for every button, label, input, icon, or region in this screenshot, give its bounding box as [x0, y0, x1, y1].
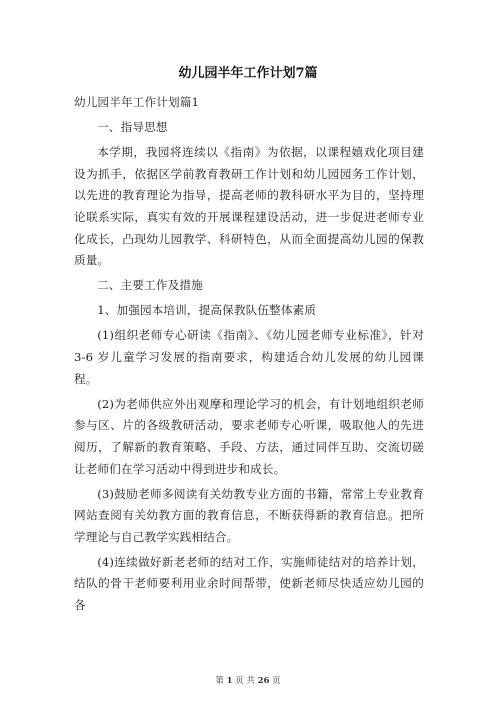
document-title: 幼儿园半年工作计划7篇 [178, 66, 318, 81]
footer-prefix: 第 [215, 676, 224, 686]
section-subtitle: 幼儿园半年工作计划篇1 [74, 95, 199, 109]
paragraph: (2)为老师供应外出观摩和理论学习的机会，有计划地组织老师参与区、片的各级教研活动，要求老师专心听课，吸取他人的先进阅历，了解新的教育策略、手段、方法，通过同伴互助、交流切磋让老师们在学习活动中得到进步和成长。 [74, 396, 424, 476]
page-footer [0, 676, 496, 686]
footer-middle: 页 共 [235, 676, 255, 686]
paragraph: 本学期，我园将连续以《指南》为依据，以课程嬉戏化项目建设为抓手，依据区学前教育教研工作计划和幼儿园园务工作计划，以先进的教育理论为指导，提高老师的教科研水平为目的，坚持理论联系实际，真实有效的开展课程建设活动，进一步促进老师专业化成长，凸现幼儿园教学、科研特色，从而全面提高幼儿园的保教质量。 [74, 145, 424, 268]
subheading-training: 1、加强园本培训，提高保教队伍整体素质 [97, 303, 317, 318]
footer-suffix: 页 [272, 676, 281, 686]
paragraph: (4)连续做好新老老师的结对工作，实施师徒结对的培养计划，结队的骨干老师要利用业余时间帮带，使新老师尽快适应幼儿园的各 [74, 554, 424, 613]
heading-guiding-ideology: 一、指导思想 [97, 120, 168, 135]
paragraph: (3)鼓励老师多阅读有关幼教专业方面的书籍，常常上专业教育网站查阅有关幼教方面的教育信息，不断获得新的教育信息。把所学理论与自己教学实践相结合。 [74, 486, 424, 544]
paragraph: (1)组织老师专心研读《指南》、《幼儿园老师专业标准》，针对 3-6 岁儿童学习发展的指南要求，构建适合幼儿发展的幼儿园课程。 [74, 328, 424, 386]
footer-current-page: 1 [226, 676, 233, 686]
heading-main-work: 二、主要工作及措施 [97, 278, 203, 293]
document-body [74, 92, 424, 620]
footer-total-pages: 26 [257, 676, 270, 686]
